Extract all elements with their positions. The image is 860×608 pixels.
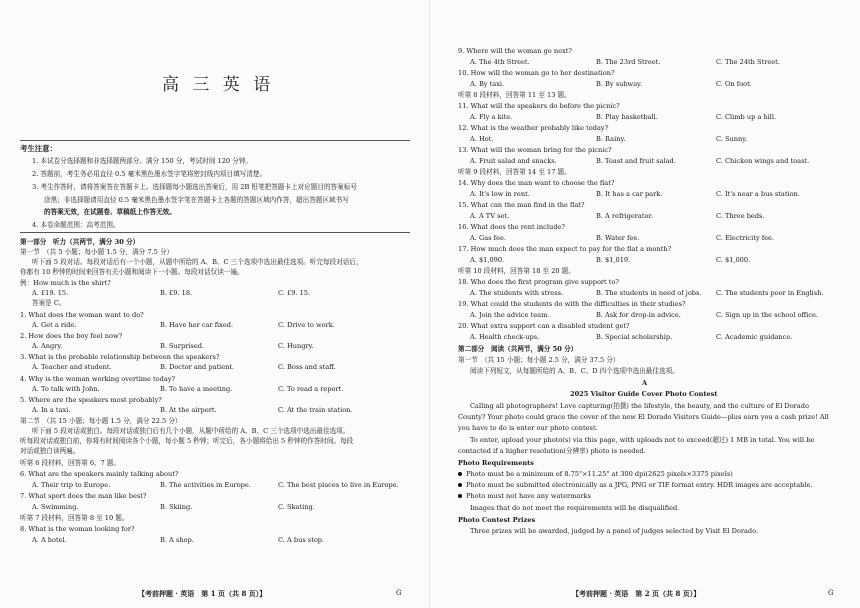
- option: C. £9. 15.: [278, 289, 311, 297]
- passage-line: you have to do is enter our photo contest.: [458, 424, 598, 432]
- option: C. Three beds.: [716, 212, 765, 220]
- question: 9. Where will the woman go next?: [458, 47, 572, 55]
- material-note: 听第 10 段材料，回答第 18 至 20 题。: [458, 267, 575, 275]
- option: C. Chicken wings and toast.: [716, 157, 810, 165]
- option: A. Swimming.: [32, 503, 79, 511]
- option: C. A bus stop.: [278, 536, 325, 544]
- example-question: 例：How much is the shirt?: [20, 279, 111, 287]
- material-note: 听第 6 段材料，回答第 6、7 题。: [20, 459, 121, 467]
- prizes-text: Three prizes will be awarded, judged by a panel of judges selected by Visit El Dorado.: [470, 527, 759, 535]
- notice-divider: [20, 232, 410, 233]
- option: A. Teacher and student.: [32, 363, 112, 371]
- question: 19. What could the students do with the difficulties in their studies?: [458, 300, 686, 308]
- page-2: [430, 0, 860, 608]
- option: A. A TV set.: [470, 212, 510, 220]
- title-divider: [20, 140, 410, 141]
- question: 7. What sport does the man like best?: [20, 492, 147, 500]
- section-heading: 第二节 （共 15 小题；每小题 1.5 分，满分 22.5 分）: [20, 417, 182, 425]
- question: 2. How does the boy feel now?: [20, 332, 123, 340]
- option: B. £9. 18.: [160, 289, 193, 297]
- option: B. Surprised.: [160, 342, 205, 350]
- page-footer: 【考前押题 · 英语 第 2 页（共 8 页）】: [572, 589, 701, 598]
- passage-title: 2025 Visitor Guide Cover Photo Contest: [570, 390, 718, 398]
- notice-line: 的答案无效，在试题卷、草稿纸上作答无效。: [44, 208, 176, 216]
- material-note: 听第 9 段材料，回答第 14 至 17 题。: [458, 168, 571, 176]
- option: A. In a taxi.: [32, 406, 71, 414]
- question: 3. What is the probable relationship between the speakers?: [20, 353, 220, 361]
- option: C. At the train station.: [278, 406, 353, 414]
- requirement-note: Images that do not meet the requirements will be disqualified.: [470, 504, 680, 512]
- question: 18. Who does the first program give support to?: [458, 278, 619, 286]
- option: A. Gas fee.: [470, 234, 506, 242]
- option: C. Drive to work.: [278, 321, 335, 329]
- option: B. Skiing.: [160, 503, 193, 511]
- requirements-heading: Photo Requirements: [458, 459, 534, 467]
- option: A. Angry.: [32, 342, 63, 350]
- requirement-item: [458, 481, 812, 489]
- question: 13. What will the woman bring for the picnic?: [458, 146, 612, 154]
- option: C. Hungry.: [278, 342, 314, 350]
- option: A. Hot.: [470, 135, 494, 143]
- option: A. Their trip to Europe.: [32, 481, 111, 489]
- option: A. Fruit salad and snacks.: [470, 157, 557, 165]
- passage-line: contacted if a higher resolution(分辨率) photo is needed.: [458, 447, 646, 455]
- option: B. The 23rd Street.: [596, 58, 661, 66]
- question: 8. What is the woman looking for?: [20, 525, 135, 533]
- option: A. The students with stress.: [470, 289, 564, 297]
- option: C. $1,000.: [716, 256, 751, 264]
- option: C. The 24th Street.: [716, 58, 780, 66]
- question: 4. Why is the woman working overtime today?: [20, 375, 176, 383]
- question: 16. What does the rent include?: [458, 223, 565, 231]
- requirement-text: Photo must be submitted electronically as a JPG, PNG or TIF format entry. HDR images are acceptable.: [466, 481, 813, 489]
- option: B. Play basketball.: [596, 113, 658, 121]
- question: 10. How will the woman go to her destination?: [458, 69, 615, 77]
- requirement-item: [458, 492, 591, 500]
- option: B. Ask for drop-in advice.: [596, 311, 681, 319]
- option: C. Academic guidance.: [716, 333, 793, 341]
- option: A. It's low in rent.: [470, 190, 530, 198]
- option: A. Get a ride.: [32, 321, 77, 329]
- option: B. At the airport.: [160, 406, 217, 414]
- notice-line: 4. 本卷命题范围：高考范围。: [32, 221, 120, 229]
- part-heading: 第二部分 阅读（共两节，满分 50 分）: [458, 345, 578, 353]
- passage-line: County? Your photo could grace the cover of the new El Dorado Visitors Guide—plus earn you a cash prize! All: [458, 413, 829, 421]
- option: B. By subway.: [596, 80, 643, 88]
- passage-line: To enter, upload your photo(s) via this page, with uploads not to exceed(超过) 1 MB in total. You will be: [470, 436, 815, 444]
- option: C. Electricity fee.: [716, 234, 775, 242]
- notice-line: 1. 本试卷分选择题和非选择题两部分。满分 150 分，考试时间 120 分钟。: [32, 157, 252, 165]
- material-note: 听第 7 段材料，回答第 8 至 10 题。: [20, 514, 129, 522]
- question: 11. What will the speakers do before the picnic?: [458, 102, 620, 110]
- section-heading: 第一节 （共 5 小题；每小题 1.5 分，满分 7.5 分）: [20, 248, 174, 256]
- option: B. To have a meeting.: [160, 385, 233, 393]
- part-heading: 第一部分 听力（共两节，满分 30 分）: [20, 238, 140, 246]
- bullet-icon: [458, 494, 462, 498]
- instruction: 你都有 10 秒钟的时间来回答有关小题和阅读下一小题。每段对话仅读一遍。: [20, 268, 244, 276]
- option: C. Sunny.: [716, 135, 748, 143]
- option: B. The students in need of jobs.: [596, 289, 702, 297]
- version-mark: G: [828, 589, 834, 597]
- requirement-item: [458, 470, 733, 478]
- option: B. Toast and fruit salad.: [596, 157, 676, 165]
- option: B. Have her car fixed.: [160, 321, 234, 329]
- option: C. The best places to live in Europe.: [278, 481, 399, 489]
- question: 6. What are the speakers mainly talking about?: [20, 470, 179, 478]
- option: B. Water fee.: [596, 234, 640, 242]
- option: B. Special scholarship.: [596, 333, 673, 341]
- prizes-heading: Photo Contest Prizes: [458, 516, 536, 524]
- question: 15. What can the man find in the flat?: [458, 201, 585, 209]
- question: 14. Why does the man want to choose the flat?: [458, 179, 615, 187]
- question: 1. What does the woman want to do?: [20, 311, 144, 319]
- option: B. $1,019.: [596, 256, 631, 264]
- option: A. To talk with John.: [32, 385, 100, 393]
- option: A. A hotel.: [32, 536, 67, 544]
- notice-line: 3. 考生作答时，请将答案答在答题卡上。选择题每小题选出答案后，用 2B 铅笔把答题卡上对应题目的答案标号: [32, 183, 357, 191]
- instruction: 对话或独白读两遍。: [20, 447, 80, 455]
- question: 5. Where are the speakers most probably?: [20, 396, 162, 404]
- instruction: 听下面 5 段对话或独白。每段对话或独白后有几个小题，从题中所给的 A、B、C 三个选项中选出最佳选项。: [32, 427, 350, 435]
- section-heading: 第一节 （共 15 小题；每小题 2.5 分，满分 37.5 分）: [458, 356, 620, 364]
- question: 20. What extra support can a disabled student get?: [458, 322, 630, 330]
- notice-heading: 考生注意：: [20, 144, 57, 153]
- option: A. £19. 15.: [32, 289, 69, 297]
- material-note: 听第 8 段材料，回答第 11 至 13 题。: [458, 91, 571, 99]
- option: B. A shop.: [160, 536, 194, 544]
- option: A. Fly a kite.: [470, 113, 513, 121]
- option: C. Boss and staff.: [278, 363, 336, 371]
- bullet-icon: [458, 483, 462, 487]
- option: C. To read a report.: [278, 385, 344, 393]
- option: A. $1,090.: [470, 256, 505, 264]
- notice-line: 涂黑；非选择题请用直径 0.5 毫米黑色墨水签字笔在答题卡上各题的答题区域内作答，超出答题区域书写: [44, 196, 349, 204]
- option: B. It has a car park.: [596, 190, 663, 198]
- bullet-icon: [458, 472, 462, 476]
- passage-line: Calling all photographers! Love capturing(拍摄) the lifestyle, the beauty, and the culture of El Dorado: [470, 402, 809, 410]
- question: 17. How much does the man expect to pay for the flat a month?: [458, 245, 671, 253]
- requirement-text: Photo must not have any watermarks: [466, 492, 591, 500]
- notice-line: 2. 答题前，考生务必用直径 0.5 毫米黑色墨水签字笔将密封线内项目填写清楚。: [32, 170, 267, 178]
- passage-letter: A: [642, 379, 648, 387]
- option: C. Climb up a hill.: [716, 113, 777, 121]
- option: B. Rainy.: [596, 135, 626, 143]
- option: B. Doctor and patient.: [160, 363, 235, 371]
- instruction: 听下面 5 段对话。每段对话后有一个小题，从题中所给的 A、B、C 三个选项中选出最佳选项。听完每段对话后，: [32, 258, 363, 266]
- option: C. Sign up in the school office.: [716, 311, 819, 319]
- option: A. Join the advice team.: [470, 311, 550, 319]
- option: A. The 4th Street.: [470, 58, 530, 66]
- option: C. It's near a bus station.: [716, 190, 800, 198]
- question: 12. What is the weather probably like today?: [458, 124, 609, 132]
- page-footer: 【考前押题 · 英语 第 1 页（共 8 页）】: [138, 589, 267, 598]
- requirement-text: Photo must be a minimum of 8.75"×11.25" at 300 dpi(2625 pixels×3375 pixels): [466, 470, 733, 478]
- example-answer: 答案是 C。: [32, 299, 66, 307]
- instruction: 听每段对话或独白前，你将有时间阅读各个小题，每小题 5 秒钟；听完后，各小题将给出 5 秒钟的作答时间。每段: [20, 437, 354, 445]
- instruction: 阅读下列短文，从每题所给的 A、B、C、D 四个选项中选出最佳选项。: [470, 367, 679, 375]
- option: A. By taxi.: [470, 80, 505, 88]
- option: C. Skating.: [278, 503, 315, 511]
- option: C. The students poor in English.: [716, 289, 824, 297]
- option: B. The activities in Europe.: [160, 481, 251, 489]
- version-mark: G: [396, 589, 402, 597]
- option: A. Health check-ups.: [470, 333, 540, 341]
- option: B. A refrigerator.: [596, 212, 653, 220]
- option: C. On foot.: [716, 80, 752, 88]
- exam-title: 高 三 英 语: [162, 75, 275, 95]
